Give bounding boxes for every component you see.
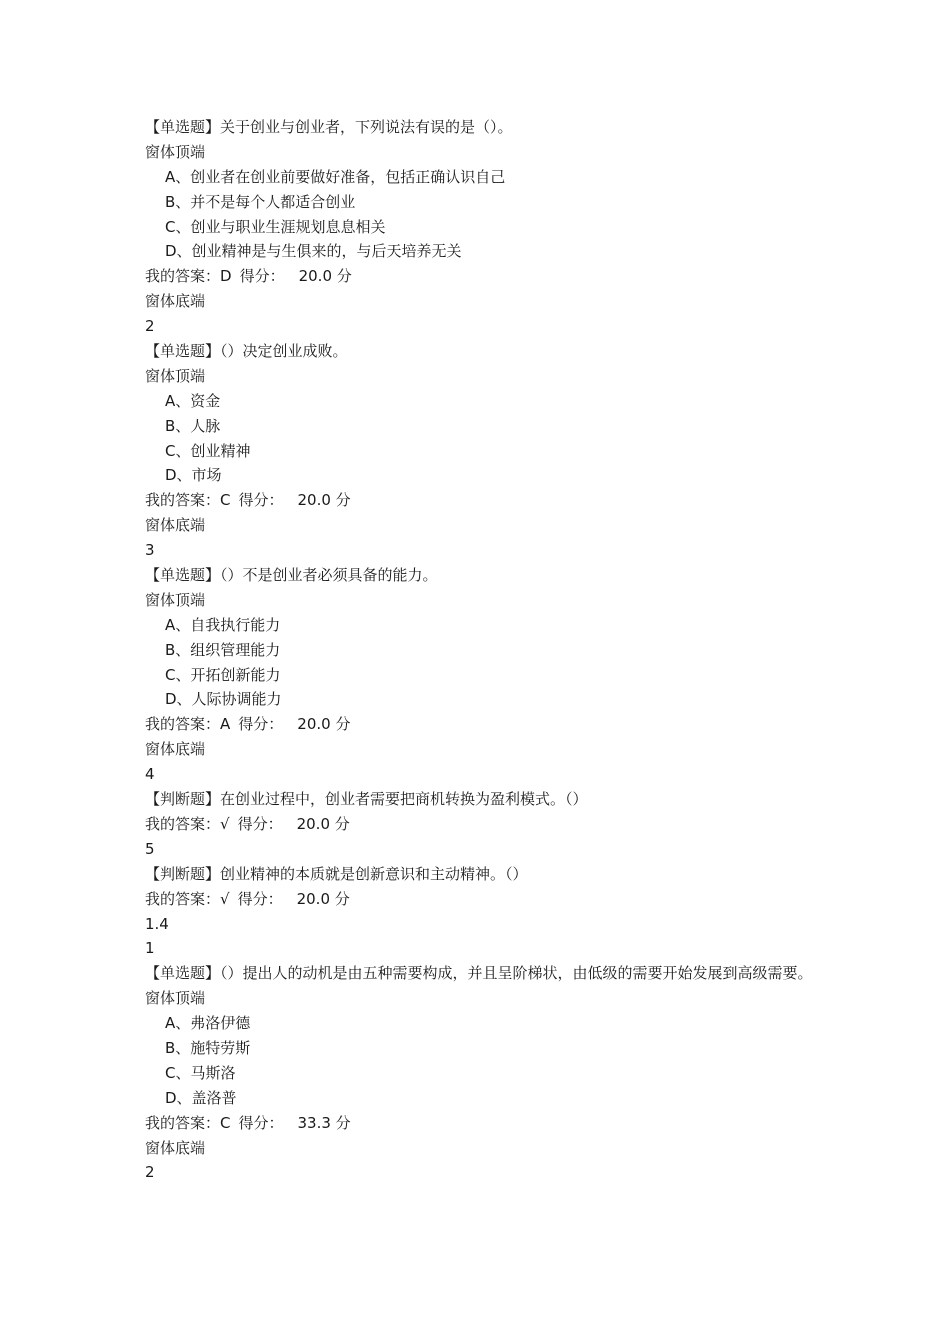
question-text: 【单选题】关于创业与创业者，下列说法有误的是（）。	[145, 118, 513, 136]
score-value: 20.0 分	[298, 267, 352, 286]
my-answer-line	[145, 887, 825, 912]
form-marker: 窗体底端	[145, 292, 206, 311]
answer-option: D、盖洛普	[165, 1088, 237, 1107]
score-value: 20.0 分	[296, 889, 350, 908]
question-text: 【判断题】在创业过程中，创业者需要把商机转换为盈利模式。（）	[145, 790, 588, 809]
question-number: 1	[145, 939, 155, 958]
score-label: 得分：	[237, 889, 283, 908]
form-marker: 窗体顶端	[145, 142, 206, 161]
answer-label: 我的答案：	[145, 491, 221, 510]
my-answer-line	[145, 1111, 825, 1136]
answer-option: A、弗洛伊德	[165, 1014, 251, 1033]
score-label: 得分：	[238, 1113, 284, 1132]
answer-option: C、创业与职业生涯规划息息相关	[165, 217, 386, 236]
form-marker: 窗体顶端	[145, 366, 206, 385]
score-label: 得分：	[239, 267, 285, 286]
answer-label: 我的答案：	[145, 267, 221, 286]
answer-label: 我的答案：	[145, 1113, 221, 1132]
answer-option: A、创业者在创业前要做好准备，包括正确认识自己	[165, 167, 506, 186]
my-answer-line	[145, 488, 825, 513]
my-answer-line	[145, 812, 825, 837]
form-marker: 窗体顶端	[145, 989, 206, 1008]
score-value: 20.0 分	[297, 715, 351, 734]
form-marker: 窗体底端	[145, 1138, 206, 1157]
answer-option: B、并不是每个人都适合创业	[165, 192, 356, 211]
my-answer-line	[145, 264, 825, 289]
question-text: 【单选题】（）不是创业者必须具备的能力。	[145, 566, 438, 585]
answer-value: D	[220, 267, 232, 286]
answer-value: A	[220, 715, 231, 734]
answer-value: √	[220, 889, 230, 908]
answer-value: C	[220, 1113, 231, 1132]
score-value: 20.0 分	[297, 491, 351, 510]
score-label: 得分：	[238, 491, 284, 510]
score-value: 20.0 分	[296, 814, 350, 833]
answer-option: B、人脉	[165, 416, 221, 435]
question-number: 2	[145, 317, 155, 336]
answer-label: 我的答案：	[145, 814, 221, 833]
answer-option: B、组织管理能力	[165, 640, 281, 659]
question-number: 3	[145, 541, 155, 560]
answer-option: C、开拓创新能力	[165, 665, 281, 684]
answer-option: C、创业精神	[165, 441, 251, 460]
question-text: 【单选题】（）决定创业成败。	[145, 342, 348, 361]
question-number: 1.4	[145, 914, 169, 933]
question-text: 【判断题】创业精神的本质就是创新意识和主动精神。（）	[145, 864, 528, 883]
form-marker: 窗体底端	[145, 740, 206, 759]
answer-option: C、马斯洛	[165, 1063, 236, 1082]
question-number: 2	[145, 1163, 155, 1182]
score-value: 33.3 分	[297, 1113, 351, 1132]
question-number: 5	[145, 839, 155, 858]
answer-option: A、资金	[165, 391, 221, 410]
answer-option: D、市场	[165, 466, 222, 485]
answer-option: B、施特劳斯	[165, 1038, 251, 1057]
answer-label: 我的答案：	[145, 715, 221, 734]
answer-value: √	[220, 814, 230, 833]
score-label: 得分：	[237, 814, 283, 833]
document-body	[145, 115, 825, 1185]
question-number: 4	[145, 765, 155, 784]
question-text: 【单选题】（）提出人的动机是由五种需要构成，并且呈阶梯状，由低级的需要开始发展到高级需要。	[145, 964, 813, 983]
form-marker: 窗体底端	[145, 516, 206, 535]
form-marker: 窗体顶端	[145, 590, 206, 609]
answer-option: A、自我执行能力	[165, 615, 281, 634]
answer-value: C	[220, 491, 231, 510]
answer-option: D、创业精神是与生俱来的，与后天培养无关	[165, 242, 462, 261]
answer-label: 我的答案：	[145, 889, 221, 908]
my-answer-line	[145, 712, 825, 737]
answer-option: D、人际协调能力	[165, 690, 282, 709]
score-label: 得分：	[238, 715, 284, 734]
